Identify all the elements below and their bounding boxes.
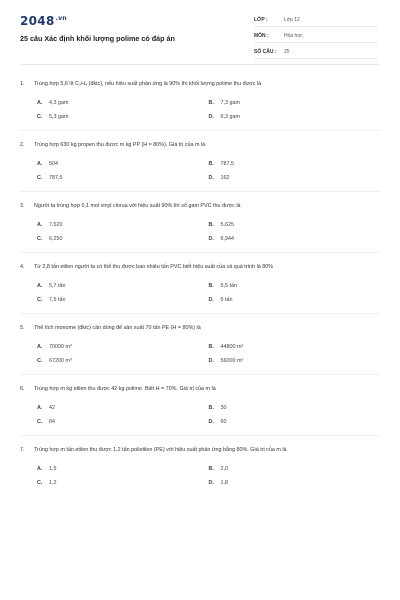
answer-options [37, 161, 380, 181]
question-number: 1. [20, 81, 25, 87]
answer-option[interactable] [209, 344, 381, 350]
answer-option[interactable] [209, 236, 381, 242]
option-letter: D. [208, 175, 214, 181]
question-text-row [20, 202, 380, 210]
option-value: 162 [220, 175, 230, 181]
answer-option[interactable] [37, 480, 209, 486]
option-letter: D. [208, 419, 214, 425]
option-value: 1,2 [49, 480, 57, 486]
meta-label: MÔN : [254, 32, 269, 39]
option-letter: C. [37, 114, 43, 120]
answer-option[interactable] [209, 161, 381, 167]
option-letter: D. [208, 358, 214, 364]
question-divider [20, 252, 380, 253]
option-value: 5,625 [220, 222, 234, 228]
option-letter: A. [37, 100, 43, 106]
meta-value: Lớp 12 [284, 16, 300, 23]
option-value: 4,3 gam [49, 100, 69, 106]
question-number: 2. [20, 142, 25, 148]
answer-option[interactable] [37, 297, 209, 303]
option-value: 5,3 gam [49, 114, 69, 120]
answer-options [37, 222, 380, 242]
option-letter: C. [37, 480, 43, 486]
option-letter: D. [208, 480, 214, 486]
answer-options [37, 466, 380, 486]
meta-label: LỚP : [254, 16, 268, 23]
answer-option[interactable] [209, 358, 381, 364]
question-text-row [20, 263, 380, 271]
option-letter: C. [37, 236, 43, 242]
option-value: 67200 m³ [49, 358, 72, 364]
answer-option[interactable] [209, 283, 381, 289]
question-text: Thể tích monome (đktc) cần dùng để sản xuất 70 tấn PE (H = 80%) là [34, 325, 201, 331]
question-text: Người ta trùng hợp 0,1 mol vinyl clorua với hiệu suất 90% thì số gam PVC thu được là [34, 203, 241, 209]
option-value: 7,3 gam [220, 100, 240, 106]
meta-value: Hóa học [284, 32, 303, 39]
option-value: 84 [49, 419, 55, 425]
question-text-row [20, 446, 380, 454]
answer-option[interactable] [209, 405, 381, 411]
meta-row-count [254, 45, 378, 59]
option-letter: A. [37, 344, 43, 350]
question-list [20, 80, 380, 486]
question-divider [20, 130, 380, 131]
option-value: 5,5 tấn [220, 283, 237, 289]
meta-value: 25 [284, 48, 290, 55]
option-value: 44800 m³ [220, 344, 244, 350]
option-letter: B. [208, 283, 214, 289]
question-divider [20, 191, 380, 192]
option-value: 787,5 [49, 175, 63, 181]
answer-option[interactable] [37, 405, 209, 411]
option-value: 60 [220, 419, 227, 425]
option-value: 56000 m³ [220, 358, 244, 364]
option-value: 30 [220, 405, 227, 411]
question-text: Từ 2,8 tấn etilen người ta có thể thu được bao nhiêu tấn PVC biết hiệu suất của cả quá trình là 80% [34, 264, 274, 270]
option-letter: C. [37, 297, 43, 303]
answer-option[interactable] [37, 419, 209, 425]
question-text-row [20, 141, 380, 149]
answer-options [37, 405, 380, 425]
option-letter: A. [37, 466, 43, 472]
question-text-row [20, 385, 380, 393]
question-item [20, 385, 380, 425]
meta-info [254, 13, 378, 61]
option-letter: D. [208, 297, 214, 303]
option-value: 6,250 [49, 236, 63, 242]
option-value: 7,5 tấn [49, 297, 66, 303]
option-value: 2,0 [220, 466, 228, 472]
question-text-row [20, 324, 380, 332]
answer-options [37, 344, 380, 364]
answer-option[interactable] [37, 344, 209, 350]
question-divider [20, 435, 380, 436]
question-divider [20, 374, 380, 375]
answer-option[interactable] [37, 161, 209, 167]
question-text-row [20, 80, 380, 88]
answer-option[interactable] [209, 100, 381, 106]
option-letter: B. [208, 161, 214, 167]
option-value: 1,5 [49, 466, 57, 472]
answer-option[interactable] [209, 466, 381, 472]
option-letter: D. [208, 236, 214, 242]
answer-options [37, 100, 380, 120]
answer-option[interactable] [37, 283, 209, 289]
meta-row-class [254, 13, 378, 27]
question-item [20, 141, 380, 181]
page-title: 25 câu Xác định khối lượng polime có đáp án [20, 34, 175, 43]
question-text: Trùng hợp m tấn etilen thu được 1,2 tấn polietilen (PE) với hiệu suất phản ứng bằng 80%. Giá trị của m là [34, 447, 287, 453]
meta-row-subject [254, 29, 378, 43]
option-value: 5,7 tấn [49, 283, 66, 289]
option-letter: B. [208, 222, 214, 228]
question-text: Trùng hợp 5,6 lít C₂H₄ (đktc), nếu hiệu suất phản ứng là 90% thì khối lượng polime thu được là [34, 81, 262, 87]
meta-label: SỐ CÂU : [254, 48, 277, 55]
option-value: 504 [49, 161, 58, 167]
option-letter: A. [37, 283, 43, 289]
question-number: 7. [20, 447, 25, 453]
option-letter: C. [37, 175, 43, 181]
question-number: 3. [20, 203, 25, 209]
option-letter: B. [208, 344, 214, 350]
answer-option[interactable] [37, 114, 209, 120]
question-text: Trùng hợp m kg etilen thu được 42 kg polime. Biết H = 70%. Giá trị của m là [34, 386, 216, 392]
site-logo[interactable] [20, 14, 67, 28]
question-text: Trùng hợp 630 kg propen thu được m kg PP (H = 80%). Giá trị của m là [34, 142, 206, 148]
answer-options [37, 283, 380, 303]
question-item [20, 202, 380, 242]
question-number: 6. [20, 386, 25, 392]
option-value: 6,3 gam [220, 114, 240, 120]
option-value: 1,8 [220, 480, 228, 486]
option-letter: B. [208, 466, 214, 472]
answer-option[interactable] [209, 480, 381, 486]
option-value: 6,944 [220, 236, 234, 242]
option-letter: B. [208, 100, 214, 106]
logo-suffix: .vn [55, 15, 67, 22]
question-item [20, 446, 380, 486]
option-letter: C. [37, 358, 43, 364]
answer-option[interactable] [209, 175, 381, 181]
question-item [20, 263, 380, 303]
question-divider [20, 313, 380, 314]
question-item [20, 324, 380, 364]
answer-option[interactable] [37, 175, 209, 181]
option-value: 787,5 [220, 161, 234, 167]
option-value: 7,520 [49, 222, 63, 228]
option-value: 70000 m³ [49, 344, 72, 350]
question-number: 5. [20, 325, 25, 331]
answer-option[interactable] [209, 297, 381, 303]
answer-option[interactable] [37, 466, 209, 472]
answer-option[interactable] [209, 114, 381, 120]
option-letter: A. [37, 161, 43, 167]
answer-option[interactable] [209, 419, 381, 425]
option-value: 5 tấn [220, 297, 233, 303]
question-item [20, 80, 380, 120]
header-divider [20, 64, 380, 65]
answer-option[interactable] [37, 236, 209, 242]
option-letter: B. [208, 405, 214, 411]
header [0, 0, 400, 62]
answer-option[interactable] [209, 222, 381, 228]
answer-option[interactable] [37, 222, 209, 228]
answer-option[interactable] [37, 100, 209, 106]
option-letter: D. [208, 114, 214, 120]
option-letter: A. [37, 405, 43, 411]
answer-option[interactable] [37, 358, 209, 364]
option-letter: C. [37, 419, 43, 425]
question-number: 4. [20, 264, 25, 270]
logo-text: 2048 [20, 14, 55, 28]
option-letter: A. [37, 222, 43, 228]
option-value: 42 [49, 405, 55, 411]
